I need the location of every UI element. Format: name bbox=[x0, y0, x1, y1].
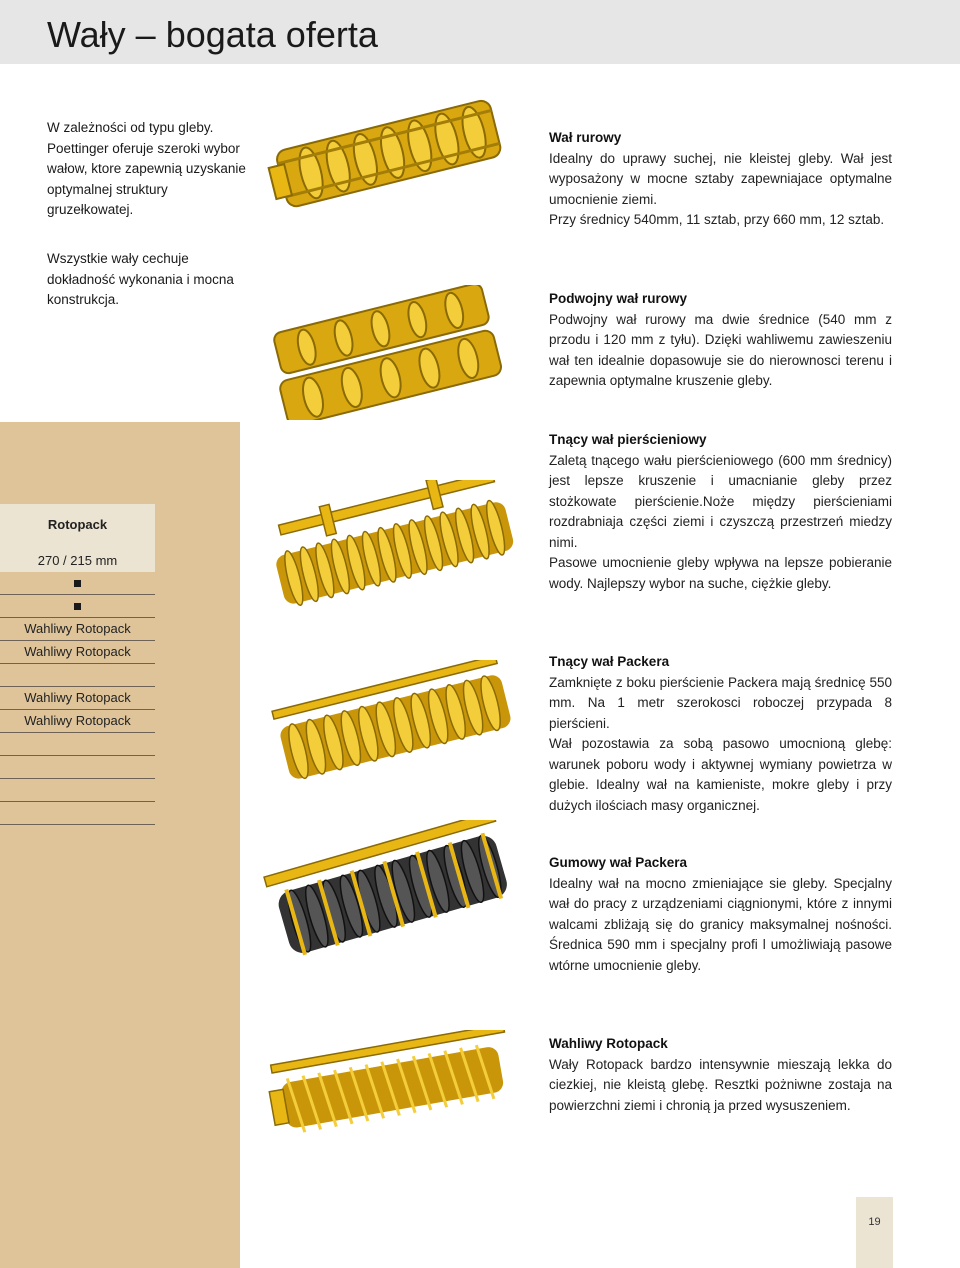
spec-table-row bbox=[0, 663, 155, 686]
spec-table-row bbox=[0, 778, 155, 801]
rubber-packer-roller-image bbox=[262, 820, 527, 970]
spec-table-rows bbox=[0, 572, 155, 847]
spec-table-row bbox=[0, 732, 155, 755]
page-header bbox=[0, 0, 960, 64]
product-text: Wały Rotopack bardzo intensywnie mieszają lekka do ciezkiej, nie kleistą glebę. Resztki pożniwne zostaja na powierzchni ziemi i chronią ja przed wysuszeniem. bbox=[549, 1056, 892, 1113]
product-text: Zaletą tnącego wału pierścieniowego (600 mm średnicy) jest lepsze kruszenie i umacnianie gleby przez stożkowate pierścienie.Noże między pierścieniami rozdrabniaja części ziemi i czyszczą przestrzeń miedzy nimi. bbox=[549, 452, 892, 550]
spec-table-row: Wahliwy Rotopack bbox=[0, 617, 155, 640]
sidebar-panel bbox=[0, 422, 240, 1268]
intro-paragraph-2: Wszystkie wały cechuje dokładność wykonania i mocna konstrukcja. bbox=[47, 251, 234, 307]
double-tube-roller-image bbox=[265, 285, 510, 420]
product-text: Podwojny wał rurowy ma dwie średnice (540 mm z przodu i 120 mm z tyłu). Dzięki wahliwemu zawieszeniu wał ten idealnie dopasowuje sie do nierownosci terenu i zapewnia optymalne kruszenie gleby. bbox=[549, 311, 892, 388]
spec-table-row bbox=[0, 572, 155, 594]
product-title: Tnący wał pierścieniowy bbox=[549, 432, 707, 447]
product-title: Tnący wał Packera bbox=[549, 654, 670, 669]
spec-table bbox=[0, 504, 155, 847]
square-bullet-icon bbox=[74, 580, 81, 587]
product-double-tube-roller bbox=[549, 289, 892, 392]
product-text: Przy średnicy 540mm, 11 sztab, przy 660 mm, 12 sztab. bbox=[549, 212, 885, 227]
spec-table-size: 270 / 215 mm bbox=[0, 546, 155, 572]
product-packer-roller bbox=[549, 652, 892, 816]
ring-roller-image bbox=[262, 480, 527, 615]
tube-roller-image bbox=[265, 85, 510, 220]
spec-table-row bbox=[0, 755, 155, 778]
product-rotopack-roller bbox=[549, 1034, 892, 1116]
spec-table-row bbox=[0, 801, 155, 824]
product-title: Podwojny wał rurowy bbox=[549, 291, 688, 306]
spec-table-row: Wahliwy Rotopack bbox=[0, 709, 155, 732]
spec-table-row bbox=[0, 594, 155, 617]
product-text: Wał pozostawia za sobą pasowo umocnioną glebę: warunek poboru wody i aktywnej wymiany powietrza w glebie. Idealny wał na kamieniste, mokre gleby i przy dużych ilościach masy organicznej. bbox=[549, 736, 892, 813]
packer-roller-image bbox=[265, 660, 525, 790]
product-tube-roller bbox=[549, 128, 892, 231]
page-number: 19 bbox=[856, 1197, 893, 1268]
product-title: Wahliwy Rotopack bbox=[549, 1036, 668, 1051]
product-text: Idealny do uprawy suchej, nie kleistej gleby. Wał jest wyposażony w mocne sztaby zapewniajace optymalne umocnienie ziemi. bbox=[549, 150, 892, 207]
product-title: Wał rurowy bbox=[549, 130, 622, 145]
square-bullet-icon bbox=[74, 603, 81, 610]
page-title: Wały – bogata oferta bbox=[47, 14, 378, 55]
product-ring-roller bbox=[549, 430, 892, 594]
product-title: Gumowy wał Packera bbox=[549, 855, 688, 870]
product-rubber-packer-roller bbox=[549, 853, 892, 976]
intro-paragraph-1: W zależności od typu gleby. Poettinger oferuje szeroki wybor wałow, ktore zapewnią uzyskanie optymalnej struktury gruzełkowatej. bbox=[47, 120, 246, 217]
spec-table-row: Wahliwy Rotopack bbox=[0, 640, 155, 663]
spec-table-row bbox=[0, 824, 155, 847]
product-text: Pasowe umocnienie gleby wpływa na lepsze pobieranie wody. Najlepszy wybor na suche, ciężkie gleby. bbox=[549, 555, 892, 591]
rotopack-roller-image bbox=[262, 1030, 527, 1140]
spec-table-row: Wahliwy Rotopack bbox=[0, 686, 155, 709]
spec-table-header: Rotopack bbox=[0, 504, 155, 546]
product-text: Zamknięte z boku pierścienie Packera mają średnicę 550 mm. Na 1 metr szerokosci roboczej przypada 8 pierścieni. bbox=[549, 674, 892, 731]
product-text: Idealny wał na mocno zmieniające sie gleby. Specjalny wał do pracy z urządzeniami ciągnionymi, które z innymi walcami zbliżają się do granicy maksymalnej nośności. Średnica 590 mm i specjalny profi l umożliwiają pasowe wtórne umocnienie gleby. bbox=[549, 875, 892, 973]
